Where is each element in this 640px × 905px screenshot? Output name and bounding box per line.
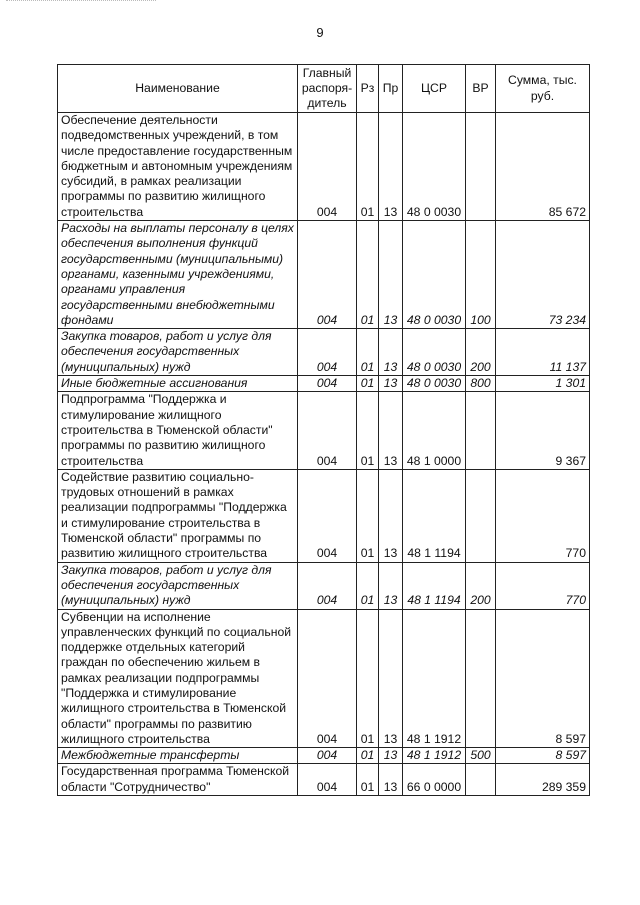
row-sum: 85 672 [496,113,590,221]
row-pr-code: 13 [379,764,403,796]
table-row [58,376,590,392]
col-header-pr: Пр [379,65,403,113]
row-name: Подпрограмма "Поддержка и стимулирование жилищного строительства в Тюменской области" программы по развитию жилищного строительства [58,392,298,469]
row-vr-code: 200 [466,562,496,609]
row-rz-code: 01 [357,562,379,609]
row-csr-code: 48 1 1194 [403,469,466,562]
row-name: Межбюджетные трансферты [58,748,298,764]
scan-artifact-line [6,0,156,2]
table-row [58,469,590,562]
table-row [58,221,590,329]
row-pr-code: 13 [379,469,403,562]
row-name: Расходы на выплаты персоналу в целях обеспечения выполнения функций государственными (муниципальными) органами, казенными учреждениями, органами управления государственными внебюджетными фондами [58,221,298,329]
row-pr-code: 13 [379,392,403,469]
row-sum: 770 [496,469,590,562]
col-header-admin: Главный распоря-дитель [298,65,357,113]
row-admin-code: 004 [298,562,357,609]
row-name: Закупка товаров, работ и услуг для обеспечения государственных (муниципальных) нужд [58,562,298,609]
table-row [58,113,590,221]
row-rz-code: 01 [357,469,379,562]
row-vr-code: 100 [466,221,496,329]
row-sum: 770 [496,562,590,609]
row-csr-code: 66 0 0000 [403,764,466,796]
row-sum: 9 367 [496,392,590,469]
table-row [58,764,590,796]
row-rz-code: 01 [357,392,379,469]
col-header-name: Наименование [58,65,298,113]
row-csr-code: 48 0 0030 [403,113,466,221]
row-csr-code: 48 1 1912 [403,748,466,764]
row-vr-code [466,764,496,796]
page-number: 9 [316,25,324,40]
row-pr-code: 13 [379,376,403,392]
row-rz-code: 01 [357,376,379,392]
row-pr-code: 13 [379,221,403,329]
row-name: Содействие развитию социально-трудовых отношений в рамках реализации подпрограммы "Поддержка и стимулирование строительства в Тюменской области" программы по развитию жилищного строительства [58,469,298,562]
row-vr-code [466,609,496,748]
col-header-csr: ЦСР [403,65,466,113]
row-csr-code: 48 0 0030 [403,221,466,329]
row-admin-code: 004 [298,376,357,392]
row-pr-code: 13 [379,748,403,764]
row-rz-code: 01 [357,764,379,796]
row-sum: 1 301 [496,376,590,392]
table-row [58,392,590,469]
row-admin-code: 004 [298,748,357,764]
row-sum: 11 137 [496,329,590,376]
row-vr-code [466,113,496,221]
row-pr-code: 13 [379,329,403,376]
row-sum: 73 234 [496,221,590,329]
row-admin-code: 004 [298,764,357,796]
table-row [58,562,590,609]
table-row [58,329,590,376]
row-csr-code: 48 1 1194 [403,562,466,609]
row-vr-code [466,392,496,469]
budget-table [57,64,590,796]
row-rz-code: 01 [357,113,379,221]
row-rz-code: 01 [357,748,379,764]
row-vr-code: 200 [466,329,496,376]
row-name: Государственная программа Тюменской области "Сотрудничество" [58,764,298,796]
row-vr-code: 500 [466,748,496,764]
row-csr-code: 48 0 0030 [403,376,466,392]
row-sum: 8 597 [496,609,590,748]
table-header-row [58,65,590,113]
col-header-vr: ВР [466,65,496,113]
table-row [58,748,590,764]
table-row [58,609,590,748]
row-vr-code [466,469,496,562]
row-pr-code: 13 [379,113,403,221]
row-pr-code: 13 [379,609,403,748]
row-sum: 289 359 [496,764,590,796]
row-rz-code: 01 [357,329,379,376]
row-admin-code: 004 [298,221,357,329]
row-admin-code: 004 [298,329,357,376]
row-csr-code: 48 0 0030 [403,329,466,376]
col-header-rz: Рз [357,65,379,113]
row-name: Закупка товаров, работ и услуг для обеспечения государственных (муниципальных) нужд [58,329,298,376]
row-rz-code: 01 [357,609,379,748]
row-admin-code: 004 [298,469,357,562]
row-vr-code: 800 [466,376,496,392]
row-name: Иные бюджетные ассигнования [58,376,298,392]
row-csr-code: 48 1 0000 [403,392,466,469]
row-admin-code: 004 [298,113,357,221]
row-sum: 8 597 [496,748,590,764]
row-rz-code: 01 [357,221,379,329]
col-header-sum: Сумма, тыс. руб. [496,65,590,113]
row-pr-code: 13 [379,562,403,609]
row-admin-code: 004 [298,392,357,469]
row-admin-code: 004 [298,609,357,748]
row-name: Обеспечение деятельности подведомственных учреждений, в том числе предоставление государственным бюджетным и автономным учреждениям субсидий, в рамках реализации программы по развитию жилищного строительства [58,113,298,221]
row-csr-code: 48 1 1912 [403,609,466,748]
row-name: Субвенции на исполнение управленческих функций по социальной поддержке отдельных категорий граждан по обеспечению жильем в рамках реализации подпрограммы "Поддержка и стимулирование жилищного строительства в Тюменской области" программы по развитию жилищного строительства [58,609,298,748]
